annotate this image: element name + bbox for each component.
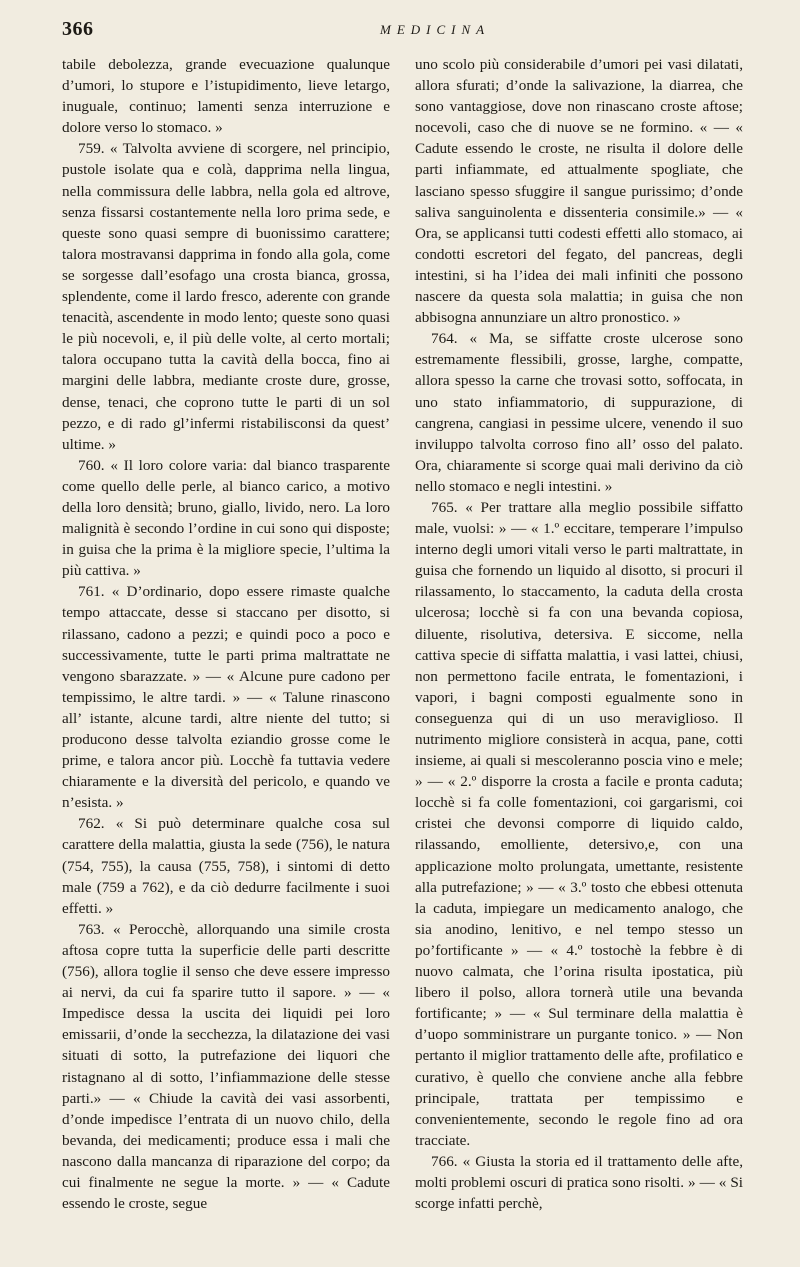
paragraph-761: 761. « D’ordinario, dopo essere rimaste qualche tempo attaccate, desse si staccano per disotto, si rilassano, cadono a pezzi; e quindi poco a poco e successivamente, tutte le parti prima maltrattate ne vengono sbarazzate. » — « Alcune pure cadono per tempissimo, le altre tardi. » — « Talune rinascono all’ istante, alcune tardi, altre niente del tutto; si producono desse talvolta eziandio grosse come le prime, e talora ancor più. Locchè fa tuttavia vedere chiaramente e la diversità del pericolo, e quando ve n’esista. » <box>62 583 390 812</box>
paragraph-766: 766. « Giusta la storia ed il trattamento delle afte, molti problemi oscuri di pratica sono risolti. » — « Si scorge infatti perchè, <box>415 1152 743 1213</box>
left-column <box>62 54 390 1214</box>
paragraph-763: 763. « Perocchè, allorquando una simile crosta aftosa copre tutta la superficie delle parti descritte (756), allora toglie il senso che deve essere impresso ai nervi, da cui fa sparire tutto il sapore. » — « Impedisce dessa la uscita dei liquidi pei loro emissarii, d’onde la secchezza, la dilatazione dei vasi situati di sotto, la putrefazione dei liquori che ristagnano al di sotto, l’infiammazione delle stesse parti.» — « Chiude la cavità dei vasi assorbenti, d’onde impedisce l’entrata di un nuovo chilo, della bevanda, dei medicamenti; produce essa i mali che nascono dalla mancanza di riparazione del corpo; da cui finalmente ne segue la morte. » — « Cadute essendo le croste, segue <box>62 920 390 1213</box>
paragraph-continuation: tabile debolezza, grande evecuazione qualunque d’umori, lo stupore e l’istupidimento, lieve letargo, inuguale, continuo; lamenti senza interruzione e dolore verso lo stomaco. » <box>62 56 390 137</box>
paragraph-760: 760. « Il loro colore varia: dal bianco trasparente come quello delle perle, al bianco carico, a motivo della loro densità; bruno, giallo, livido, nero. La loro malignità è secondo l’ordine in cui sono qui disposte; in guisa che la prima è la migliore specie, l’ultima la più cattiva. » <box>62 456 390 580</box>
page-number: 366 <box>62 18 94 40</box>
running-title: MEDICINA <box>380 22 491 37</box>
paragraph-762: 762. « Si può determinare qualche cosa sul carattere della malattia, giusta la sede (756), le natura (754, 755), la causa (755, 758), i sintomi di detto male (759 a 762), e da ciò dedurre facilmente i suoi effetti. » <box>62 815 390 917</box>
paragraph-continuation: uno scolo più considerabile d’umori pei vasi dilatati, allora sfurati; d’onde la salivazione, la diarrea, che sono vantaggiose, dove non rinascano croste aftose; nocevoli, caso che di nuove se ne formino. « — « Cadute essendo le croste, ne risulta il dolore delle parti infiammate, ed attualmente spogliate, che lasciano spesso sfuggire il sangue purissimo; d’onde saliva sanguinolenta e dissenteria consimile.» — « Ora, se applicansi tutti codesti effetti allo stomaco, ai condotti escretori del fegato, del pancreas, degli intestini, si ha l’idea dei mali infiniti che possono nascere da questa sola malattia; in guisa che non abbisogna annunziare un altro pronostico. » <box>415 56 743 327</box>
page-header <box>62 18 738 48</box>
paragraph-765: 765. « Per trattare alla meglio possibile siffatto male, vuolsi: » — « 1.º eccitare, temperare l’impulso interno degli umori vitali verso le parti maltrattate, in guisa che fornendo un liquido al disotto, si procuri il rilassamento, lo staccamento, la caduta della crosta ulcerosa; locchè si fa con una bevanda copiosa, diluente, risolutiva, detersiva. E siccome, nella cattiva specie di siffatta malattia, i vasi lattei, chiusi, non permettono facile entrata, le fomentazioni, i vapori, i bagni composti egualmente sono in conseguenza qui di un uso meraviglioso. Il nutrimento migliore consisterà in acqua, pane, cotti insieme, ai quali si mescoleranno poscia vino e mele; » — « 2.º disporre la crosta a facile e pronta caduta; locchè si fa colle fomentazioni, coi gargarismi, coi cristei che devonsi comporre di liquido caldo, rilassando, emolliente, detersivo,e, con una applicazione molto prolungata, umettante, resistente alla putrefazione; » — « 3.º tosto che ebbesi ottenuta la caduta, impiegare un medicamento analogo, che sia anodino, lenitivo, e nel tempo stesso un po’fortificante » — « 4.º tostochè la febbre è di nuovo calmata, che l’orina risulta ipostatica, più libero il polso, allora tornerà utile una bevanda fortificante; » — « Sul terminare della malattia è d’uopo somministrare un purgante tonico. » — Non pertanto il miglior trattamento delle afte, profilatico e curativo, è quello che conviene anche alla febbre principale, trattata per tempissimo e convenientemente, secondo le regole fino ad ora tracciate. <box>415 498 743 1149</box>
right-column <box>415 54 743 1214</box>
paragraph-764: 764. « Ma, se siffatte croste ulcerose sono estremamente flessibili, grosse, larghe, compatte, allora spesso la carne che trovasi sotto, soffocata, in uno stato infiammatorio, di suppurazione, di cangrena, cangiasi in pessime ulcere, venendo il suo inviluppo talvolta corroso fino all’ osso del palato. Ora, chiaramente si scorge quai mali derivino da ciò nello stomaco e negli intestini. » <box>415 330 743 495</box>
paragraph-759: 759. « Talvolta avviene di scorgere, nel principio, pustole isolate qua e colà, dapprima nella lingua, nella commissura delle labbra, nella gola ed altrove, senza fissarsi costantemente nella loro prima sede, e queste sono quasi sempre di buonissimo carattere; talora mostravansi dapprima in fondo alla gola, come se sorgesse dall’esofago una crosta bianca, grossa, splendente, come il lardo fresco, aderente con grande tenacità, ascendente in modo lento; queste sono quasi le più nocevoli, e, il più delle volte, al certo mortali; talora occupano tutta la cavità della bocca, fino ai margini delle labbra, mediante croste dure, grosse, dense, tenaci, che coprono tutte le parti di un sol pezzo, e di rado gl’infermi ristabilisconsi da quest’ ultime. » <box>62 140 390 453</box>
